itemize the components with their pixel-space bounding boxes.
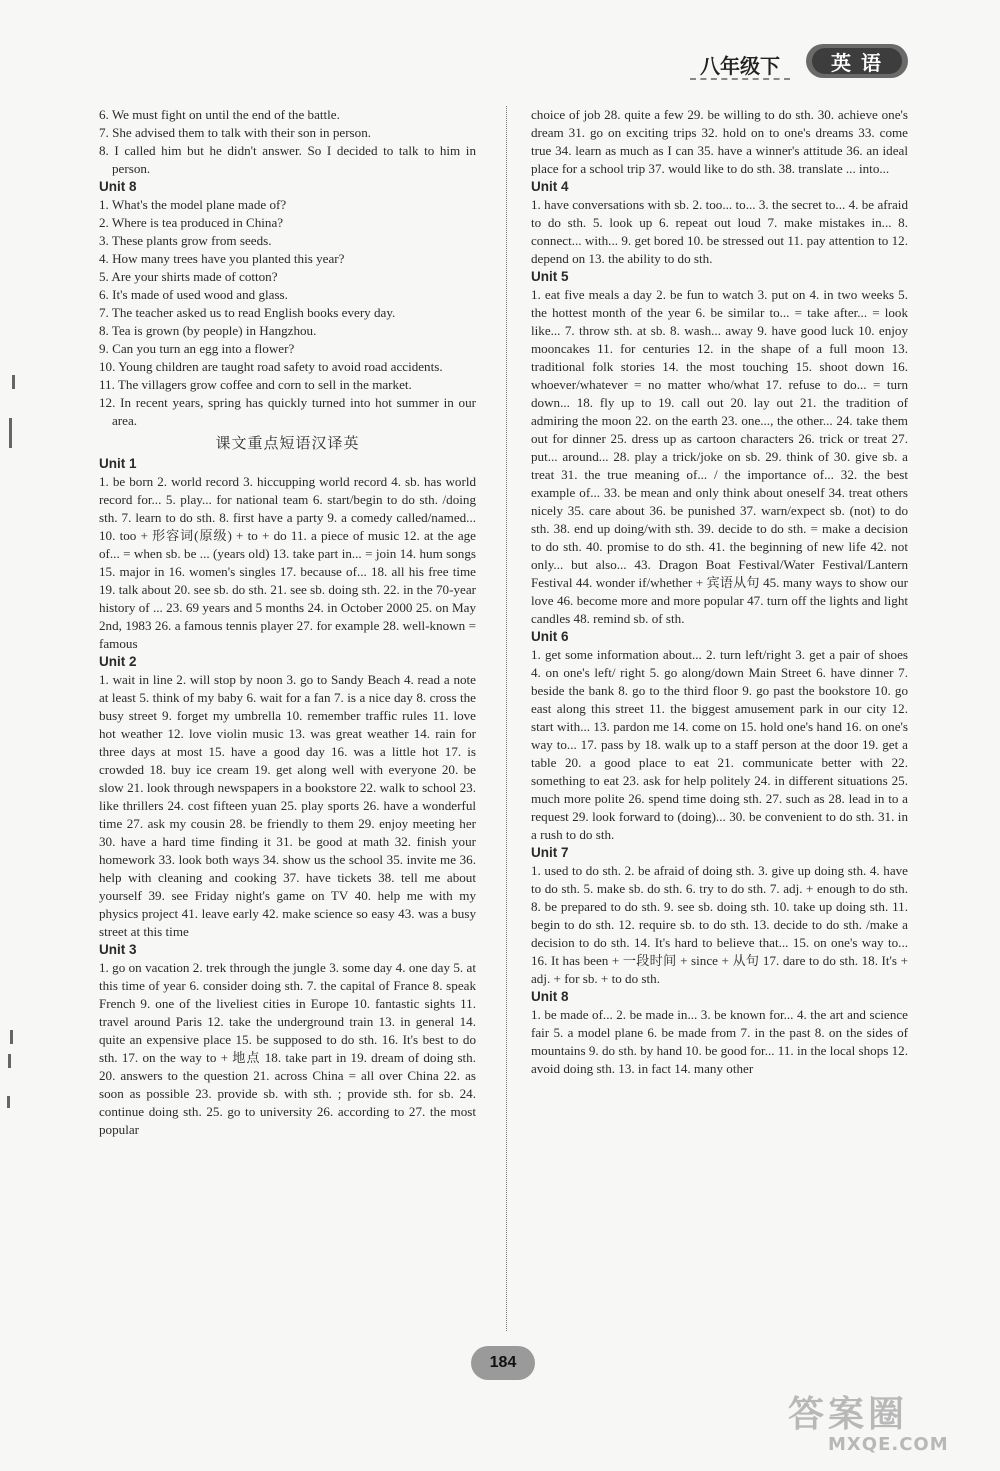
answer-paragraph: 1. get some information about... 2. turn left/right 3. get a pair of shoes 4. on one's left/ right 5. go along/down Main Street 6. have dinner 7. beside the bank 8. go to the third floor 9. go past the bookstore 10. go east along this street 11. the biggest amusement park in our city 12. start with... 13. pardon me 14. come on 15. hold one's hand 16. on one's way to... 17. pass by 18. walk up to a staff person at the door 19. get a table 20. a good place to eat 21. communicate better with 22. something to eat 23. ask for help politely 24. in different situations 25. much more polite 26. spend time doing sth. 27. such as 28. lead in to a request 29. look forward to (doing)... 30. be convenient to do sth. 31. in a rush to do sth.: [531, 647, 908, 842]
answer-paragraph: 6. We must fight on until the end of the battle.: [99, 107, 340, 122]
answer-paragraph: 1. used to do sth. 2. be afraid of doing sth. 3. give up doing sth. 4. have to do sth. 5. make sb. do sth. 6. try to do sth. 7. adj. + enough to do sth. 8. be prepared to do sth. 9. see sb. doing sth. 10. take up doing sth. 11. begin to do sth. 12. require sb. to do sth. 13. decide to do sth. /make a decision to do sth. 14. It's hard to believe that... 15. on one's way to... 16. It has been + 一段时间 + since + 从句 17. dare to do sth. 18. It's + adj. + for sb. + to do sth.: [531, 863, 908, 986]
answer-paragraph: 10. Young children are taught road safety to avoid road accidents.: [99, 359, 443, 374]
unit-heading: Unit 1: [99, 456, 137, 471]
watermark-logo: 答案圈: [788, 1394, 909, 1435]
left-column: [99, 106, 476, 1139]
subject-label: 英语: [812, 48, 902, 74]
header-grade: 八年级下: [700, 54, 780, 78]
unit-heading: Unit 7: [531, 845, 569, 860]
margin-mark: [9, 418, 12, 448]
watermark: [788, 1394, 988, 1464]
unit-heading: Unit 4: [531, 179, 569, 194]
header-rule: [690, 78, 790, 80]
answer-paragraph: 8. I called him but he didn't answer. So I decided to talk to him in person.: [99, 143, 476, 176]
unit-heading: Unit 8: [531, 989, 569, 1004]
answer-paragraph: choice of job 28. quite a few 29. be willing to do sth. 30. achieve one's dream 31. go on exciting trips 32. hold on to one's dreams 33. come true 34. learn as much as I can 35. have a winner's attitude 36. an ideal place for a school trip 37. would like to do sth. 38. translate ... into...: [531, 107, 908, 176]
answer-paragraph: 1. be born 2. world record 3. hiccupping world record 4. sb. has world record for... 5. play... for national team 6. start/begin to do sth. /doing sth. 7. learn to do sth. 8. first have a party 9. a comedy called/named... 10. too + 形容词(原级) + to + do 11. a piece of music 12. at the age of... = when sb. be ... (years old) 13. take part in... = join 14. hum songs 15. major in 16. women's singles 17. because of... 18. all his free time 19. talk about 20. see sb. do sth. 21. see sb. doing sth. 22. in the 70-year history of ... 23. 69 years and 5 months 24. in October 2000 25. on May 2nd, 1983 26. a famous tennis player 27. for example 28. well-known = famous: [99, 474, 476, 651]
answer-paragraph: 6. It's made of used wood and glass.: [99, 287, 288, 302]
page-number: 184: [471, 1346, 535, 1380]
answer-paragraph: 4. How many trees have you planted this year?: [99, 251, 345, 266]
answer-paragraph: 11. The villagers grow coffee and corn to sell in the market.: [99, 377, 412, 392]
unit-heading: Unit 3: [99, 942, 137, 957]
section-title: 课文重点短语汉译英: [215, 434, 360, 452]
answer-paragraph: 1. wait in line 2. will stop by noon 3. go to Sandy Beach 4. read a note at least 5. think of my baby 6. wait for a fan 7. is a nice day 8. cross the busy street 9. forget my umbrella 10. remember traffic rules 11. love hot weather 12. love violin music 13. was great weather 14. rain for three days at most 15. have a good day 16. was a little hot 17. is crowded 18. buy ice cream 19. get along well with everyone 20. be slow 21. look through newspapers in a bookstore 22. walk to school 23. like thrillers 24. cost fifteen yuan 25. play sports 26. have a wonderful time 27. ask my cousin 28. be friendly to them 29. enjoy meeting her 30. have a hard time finding it 31. be good at math 32. finish your homework 33. look both ways 34. show us the school 35. invite me 36. help with cleaning and cooking 37. have tickets 38. tell me about yourself 39. see Friday night's game on TV 40. help me with my physics project 41. leave early 42. make science so easy 43. was a busy street at this time: [99, 672, 476, 939]
column-divider: [506, 106, 507, 1331]
answer-paragraph: 12. In recent years, spring has quickly turned into hot summer in our area.: [99, 395, 476, 428]
answer-paragraph: 1. What's the model plane made of?: [99, 197, 287, 212]
margin-mark: [10, 1030, 13, 1044]
answer-paragraph: 1. have conversations with sb. 2. too... to... 3. the secret to... 4. be afraid to do sth. 5. look up 6. repeat out loud 7. make mistakes in... 8. connect... with... 9. get bored 10. be stressed out 11. pay attention to 12. depend on 13. the ability to do sth.: [531, 197, 908, 266]
margin-mark: [8, 1054, 11, 1068]
answer-paragraph: 3. These plants grow from seeds.: [99, 233, 272, 248]
answer-paragraph: 1. go on vacation 2. trek through the jungle 3. some day 4. one day 5. at this time of year 6. consider doing sth. 7. the capital of France 8. speak French 9. one of the liveliest cities in Europe 10. fantastic sights 11. travel around Paris 12. take the underground train 13. in general 14. quite an expensive place 15. be supposed to do sth. 16. It's best to do sth. 17. on the way to + 地点 18. take part in 19. dream of doing sth. 20. answers to the question 21. across China = all over China 22. as soon as possible 23. provide sb. with sth. ; provide sth. for sb. 24. continue doing sth. 25. go to university 26. according to 27. the most popular: [99, 960, 476, 1137]
margin-mark: [7, 1096, 10, 1108]
answer-paragraph: 1. eat five meals a day 2. be fun to watch 3. put on 4. in two weeks 5. the hottest month of the year 6. be similar to... = take after... = look like... 7. throw sth. at sb. 8. wash... away 9. have good luck 10. enjoy mooncakes 11. for centuries 12. in the shape of a full moon 13. traditional folk stories 14. the most touching 15. shoot down 16. whoever/whatever = no matter who/what 17. refuse to do... = turn down... 18. fly up to 19. call out 20. lay out 21. the tradition of admiring the moon 22. on the earth 23. one..., the other... 24. take them out for dinner 25. dress up as cartoon characters 26. trick or treat 27. put... around... 28. play a trick/joke on sb. 29. think of 30. give sb. a treat 31. the true meaning of... / the importance of... 32. the best example of... 33. be mean and only think about oneself 34. treat others nicely 35. care about 36. be punished 37. warn/expect sb. (not) to do sth. 38. end up doing/with sth. 39. decide to do sth. = make a decision to do sth. 40. promise to do sth. 41. the beginning of new life 42. not only... but also... 43. Dragon Boat Festival/Water Festival/Lantern Festival 44. wonder if/whether + 宾语从句 45. many ways to show our love 46. become more and more popular 47. turn off the lights and light candles 48. remind sb. of sth.: [531, 287, 908, 626]
answer-paragraph: 1. be made of... 2. be made in... 3. be known for... 4. the art and science fair 5. a model plane 6. be made from 7. in the past 8. on the sides of mountains 9. do sth. by hand 10. be good for... 11. in the local shops 12. avoid doing sth. 13. in fact 14. many other: [531, 1007, 908, 1076]
margin-mark: [12, 375, 15, 389]
unit-heading: Unit 6: [531, 629, 569, 644]
answer-paragraph: 8. Tea is grown (by people) in Hangzhou.: [99, 323, 317, 338]
answer-paragraph: 5. Are your shirts made of cotton?: [99, 269, 278, 284]
answer-paragraph: 7. The teacher asked us to read English books every day.: [99, 305, 396, 320]
answer-paragraph: 9. Can you turn an egg into a flower?: [99, 341, 295, 356]
unit-heading: Unit 8: [99, 179, 137, 194]
subject-badge: [806, 44, 908, 78]
watermark-url: MXQE.COM: [828, 1434, 949, 1455]
right-column: [531, 106, 908, 1078]
answer-paragraph: 2. Where is tea produced in China?: [99, 215, 284, 230]
answer-paragraph: 7. She advised them to talk with their son in person.: [99, 125, 372, 140]
unit-heading: Unit 5: [531, 269, 569, 284]
unit-heading: Unit 2: [99, 654, 137, 669]
